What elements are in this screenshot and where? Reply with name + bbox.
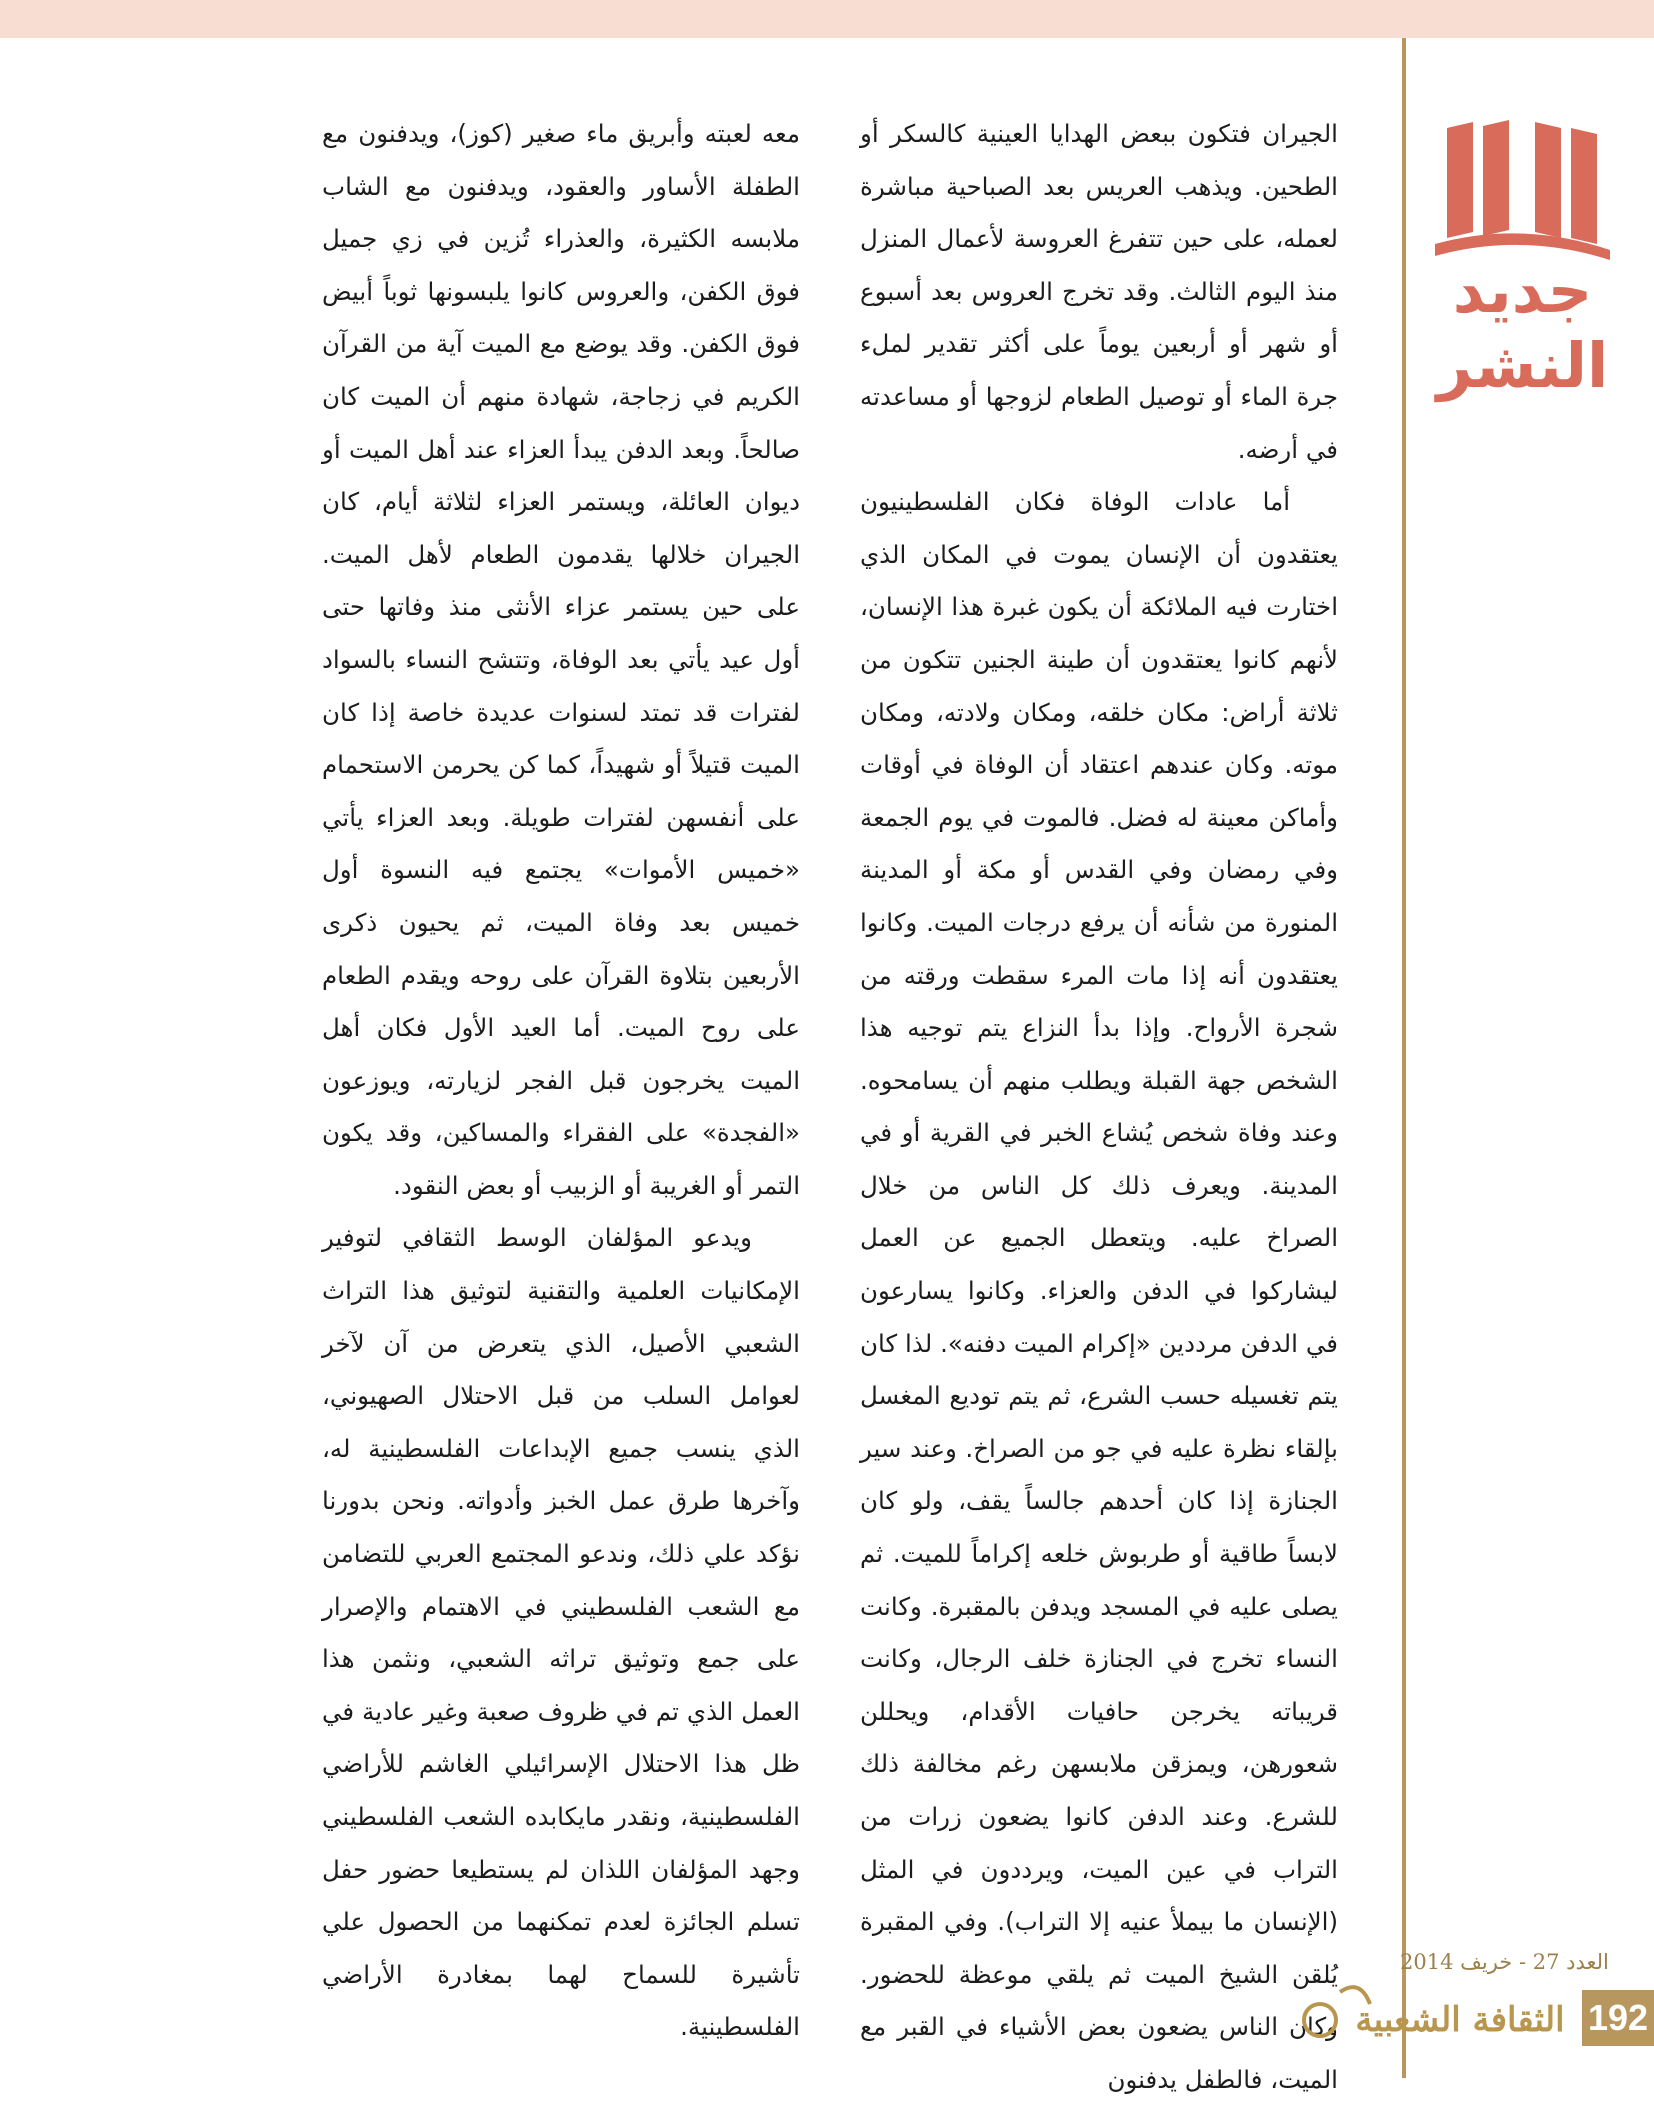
text-column-right	[860, 108, 1338, 2107]
journal-title: الثقافة الشعبية	[1355, 2000, 1565, 2040]
logo-word-2: النشر	[1436, 329, 1609, 402]
page-number: 192	[1582, 1990, 1654, 2046]
issue-info: العدد 27 - خريف 2014	[1400, 1950, 1609, 1974]
section-logo	[1425, 120, 1620, 430]
paragraph: معه لعبته وأبريق ماء صغير (كوز)، ويدفنون مع الطفلة الأساور والعقود، ويدفنون مع الشاب ملابسه الكثيرة، والعذراء تُزين في زي جميل فوق الكفن، والعروس كانوا يلبسونها ثوباً أبيض فوق الكفن. وقد يوضع مع الميت آية من القرآن الكريم في زجاجة، شهادة منهم أن الميت كان صالحاً. وبعد الدفن يبدأ العزاء عند أهل الميت أو ديوان العائلة، ويستمر العزاء لثلاثة أيام، كان الجيران خلالها يقدمون الطعام لأهل الميت. على حين يستمر عزاء الأنثى منذ وفاتها حتى أول عيد يأتي بعد الوفاة، وتتشح النساء بالسواد لفترات قد تمتد لسنوات عديدة خاصة إذا كان الميت قتيلاً أو شهيداً، كما كن يحرمن الاستحمام على أنفسهن لفترات طويلة. وبعد العزاء يأتي «خميس الأموات» يجتمع فيه النسوة أول خميس بعد وفاة الميت، ثم يحيون ذكرى الأربعين بتلاوة القرآن على روحه ويقدم الطعام على روح الميت. أما العيد الأول فكان أهل الميت يخرجون قبل الفجر لزيارته، ويوزعون «الفجدة» على الفقراء والمساكين، وقد يكون التمر أو الغريبة أو الزبيب أو بعض النقود.	[322, 119, 800, 1200]
top-color-band	[0, 0, 1654, 38]
paragraph: ويدعو المؤلفان الوسط الثقافي لتوفير الإمكانيات العلمية والتقنية لتوثيق هذا التراث الشعبي الأصيل، الذي يتعرض من آن لآخر لعوامل السلب من قبل الاحتلال الصهيوني، الذي ينسب جميع الإبداعات الفلسطينية له، وآخرها طرق عمل الخبز وأدواته. ونحن بدورنا نؤكد علي ذلك، وندعو المجتمع العربي للتضامن مع الشعب الفلسطيني في الاهتمام والإصرار على جمع وتوثيق تراثه الشعبي، ونثمن هذا العمل الذي تم في ظروف صعبة وغير عادية في ظل هذا الاحتلال الإسرائيلي الغاشم للأراضي الفلسطينية، ونقدر مايكابده الشعب الفلسطيني وجهد المؤلفان اللذان لم يستطيعا حضور حفل تسلم الجائزة لعدم تمكنهما من الحصول علي تأشيرة للسماح لهما بمغادرة الأراضي الفلسطينية.	[322, 1223, 800, 2042]
text-column-left	[322, 108, 800, 2054]
paragraph: الجيران فتكون ببعض الهدايا العينية كالسكر أو الطحين. ويذهب العريس بعد الصباحية مباشرة لعمله، على حين تتفرغ العروسة لأعمال المنزل منذ اليوم الثالث. وقد تخرج العروس بعد أسبوع أو شهر أو أربعين يوماً على أكثر تقدير لملء جرة الماء أو توصيل الطعام لزوجها أو مساعدته في أرضه.	[860, 119, 1338, 464]
logo-word-1: جديد	[1452, 254, 1593, 327]
open-book-icon	[1435, 120, 1610, 260]
margin-rule	[1402, 38, 1406, 2078]
paragraph: أما عادات الوفاة فكان الفلسطينيون يعتقدون أن الإنسان يموت في المكان الذي اختارت فيه الملائكة أن يكون غبرة هذا الإنسان، لأنهم كانوا يعتقدون أن طينة الجنين تتكون من ثلاثة أراض: مكان خلقه، ومكان ولادته، ومكان موته. وكان عندهم اعتقاد أن الوفاة في أوقات وأماكن معينة له فضل. فالموت في يوم الجمعة وفي رمضان وفي القدس أو مكة أو المدينة المنورة من شأنه أن يرفع درجات الميت. وكانوا يعتقدون أنه إذا مات المرء سقطت ورقته من شجرة الأرواح. وإذا بدأ النزاع يتم توجيه هذا الشخص جهة القبلة ويطلب منهم أن يسامحوه. وعند وفاة شخص يُشاع الخبر في القرية أو في المدينة. ويعرف ذلك كل الناس من خلال الصراخ عليه. ويتعطل الجميع عن العمل ليشاركوا في الدفن والعزاء. وكانوا يسارعون في الدفن مرددين «إكرام الميت دفنه». لذا كان يتم تغسيله حسب الشرع، ثم يتم توديع المغسل بإلقاء نظرة عليه في جو من الصراخ. وعند سير الجنازة إذا كان أحدهم جالساً يقف، ولو كان لابساً طاقية أو طربوش خلعه إكراماً للميت. ثم يصلى عليه في المسجد ويدفن بالمقبرة. وكانت النساء تخرج في الجنازة خلف الرجال، وكانت قريباته يخرجن حافيات الأقدام، ويحللن شعورهن، ويمزقن ملابسهن رغم مخالفة ذلك للشرع. وعند الدفن كانوا يضعون زرات من التراب في عين الميت، ويرددون في المثل (الإنسان ما بيملأ عنيه إلا التراب). وفي المقبرة يُلقن الشيخ الميت ثم يلقي موعظة للحضور. وكان الناس يضعون بعض الأشياء في القبر مع الميت، فالطفل يدفنون	[860, 487, 1338, 2094]
